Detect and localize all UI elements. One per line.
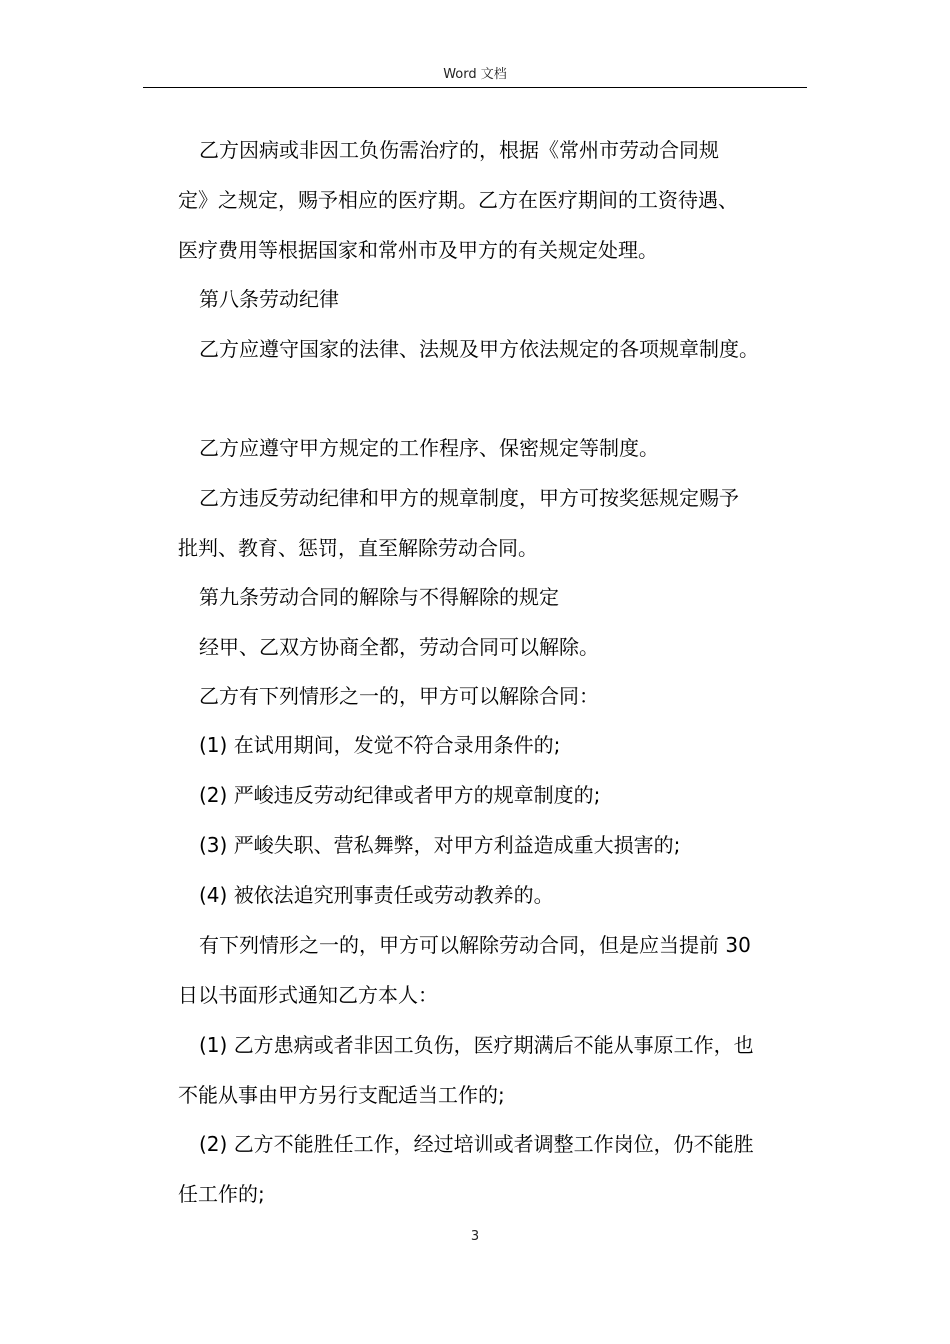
notice-list-item-2: (2) 乙方不能胜任工作，经过培训或者调整工作岗位，仍不能胜 任工作的;: [178, 1132, 754, 1206]
paragraph-obey-laws: 乙方应遵守国家的法律、法规及甲方依法规定的各项规章制度。: [199, 337, 759, 361]
header-divider: [143, 87, 807, 88]
header-title: Word 文档: [443, 67, 507, 82]
list-item-4: (4) 被依法追究刑事责任或劳动教养的。: [199, 883, 554, 907]
paragraph-medical-period: 乙方因病或非因工负伤需治疗的，根据《常州市劳动合同规 定》之规定，赐予相应的医疗期。乙方在医疗期间的工资待遇、 医疗费用等根据国家和常州市及甲方的有关规定处理。: [178, 138, 738, 262]
page-number: 3: [470, 1229, 480, 1244]
article-9-heading: 第九条劳动合同的解除与不得解除的规定: [199, 585, 559, 609]
paragraph-termination-conditions: 乙方有下列情形之一的，甲方可以解除合同：: [199, 684, 599, 708]
list-item-3: (3) 严峻失职、营私舞弊，对甲方利益造成重大损害的;: [199, 833, 681, 857]
list-item-1: (1) 在试用期间，发觉不符合录用条件的;: [199, 733, 561, 757]
paragraph-work-procedures: 乙方应遵守甲方规定的工作程序、保密规定等制度。: [199, 436, 659, 460]
paragraph-notice-termination: 有下列情形之一的，甲方可以解除劳动合同，但是应当提前 30 日以书面形式通知乙方本人：: [178, 933, 751, 1007]
article-8-heading: 第八条劳动纪律: [199, 287, 339, 311]
paragraph-discipline-violation: 乙方违反劳动纪律和甲方的规章制度，甲方可按奖惩规定赐予 批判、教育、惩罚，直至解除劳动合同。: [178, 486, 739, 560]
paragraph-mutual-termination: 经甲、乙双方协商全都，劳动合同可以解除。: [199, 635, 599, 659]
list-item-2: (2) 严峻违反劳动纪律或者甲方的规章制度的;: [199, 783, 601, 807]
notice-list-item-1: (1) 乙方患病或者非因工负伤，医疗期满后不能从事原工作，也 不能从事由甲方另行支配适当工作的;: [178, 1033, 754, 1107]
